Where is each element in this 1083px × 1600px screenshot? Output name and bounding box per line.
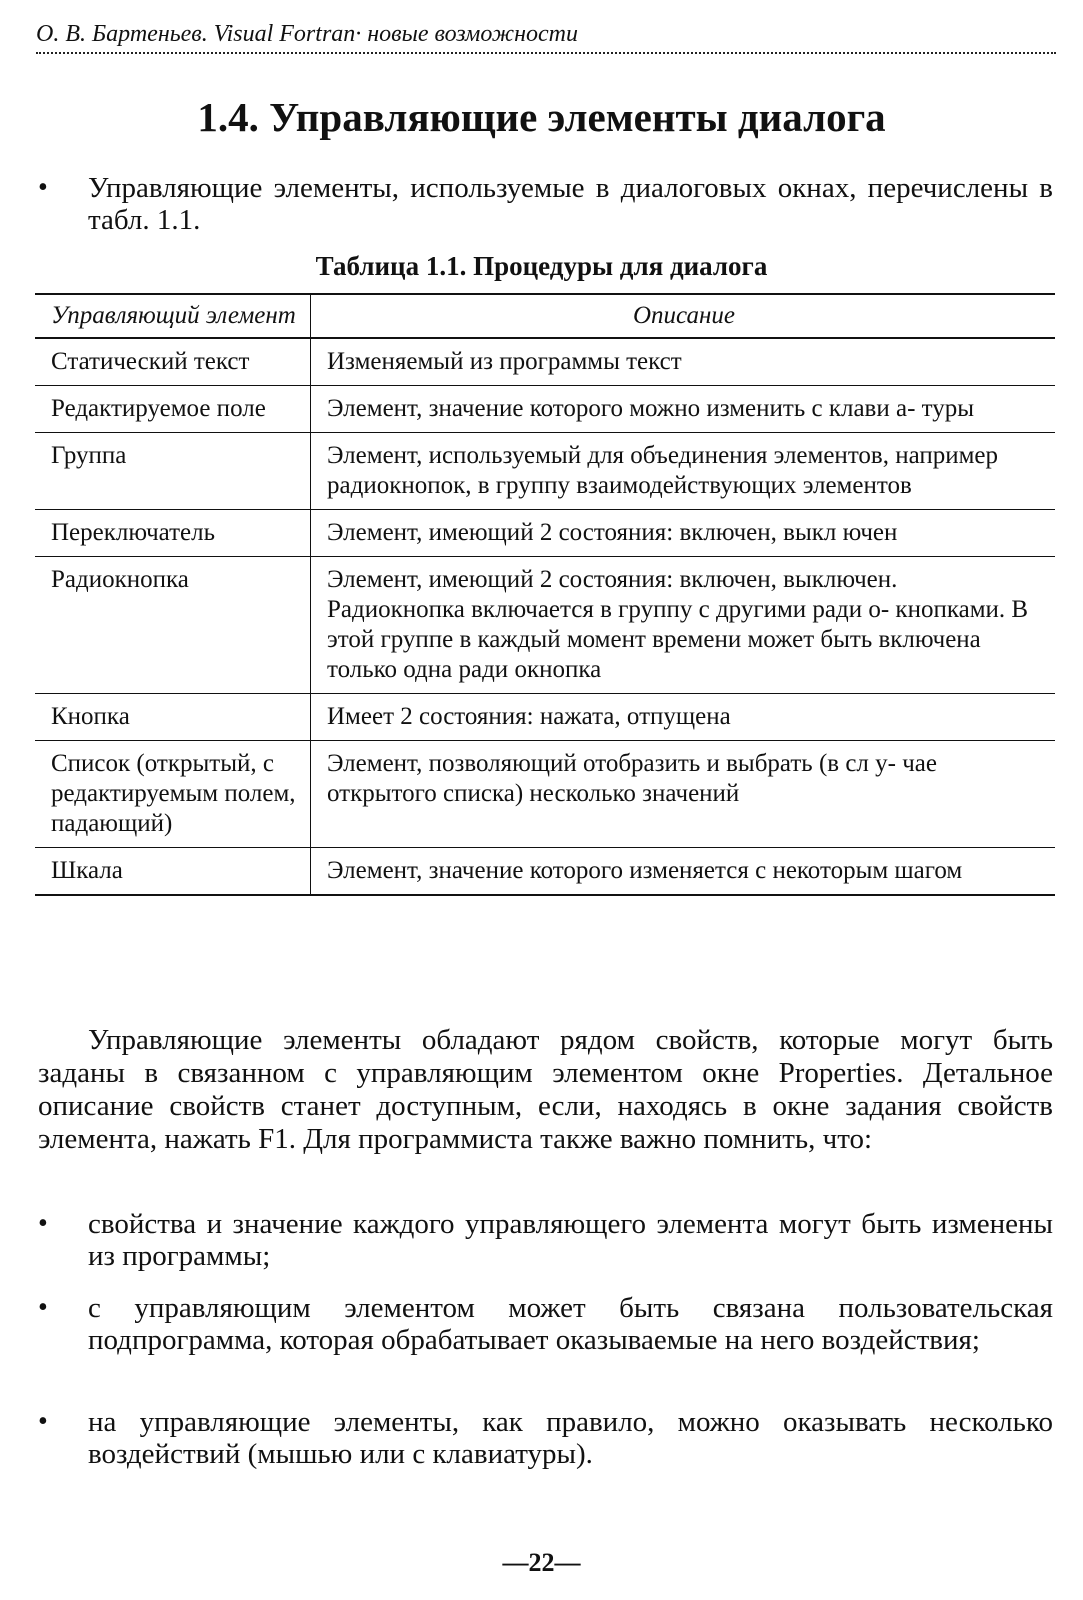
- table-cell-control: Кнопка: [35, 694, 311, 741]
- table-header-row: [35, 294, 1055, 338]
- running-header: О. В. Бартеньев. Visual Fortran· новые возможности: [36, 18, 1056, 54]
- table-cell-control: Статический текст: [35, 338, 311, 386]
- table-cell-control: Группа: [35, 433, 311, 510]
- table-cell-control: Список (открытый, с редактируемым полем, падающий): [35, 741, 311, 848]
- bullet-icon: •: [38, 172, 48, 203]
- column-header-description: Описание: [311, 294, 1056, 338]
- table-cell-description: Элемент, значение которого изменяется с некоторым шагом: [311, 848, 1056, 896]
- table-cell-description: Имеет 2 состояния: нажата, отпущена: [311, 694, 1056, 741]
- table-row: [35, 386, 1055, 433]
- table-row: [35, 557, 1055, 694]
- table-cell-description: Элемент, позволяющий отобразить и выбрать (в сл у- чае открытого списка) несколько значений: [311, 741, 1056, 848]
- table-cell-description: Элемент, имеющий 2 состояния: включен, выкл ючен: [311, 510, 1056, 557]
- bullet-item: [38, 1208, 1053, 1272]
- section-heading: 1.4. Управляющие элементы диалога: [197, 94, 886, 140]
- table-cell-description: Элемент, используемый для объединения элементов, например радиокнопок, в группу взаимодействующих элементов: [311, 433, 1056, 510]
- table-row: [35, 848, 1055, 896]
- table-row: [35, 741, 1055, 848]
- body-paragraph: Управляющие элементы обладают рядом свойств, которые могут быть заданы в связанном с управляющим элементом окне Properties. Детальное описание свойств станет доступным, если, находясь в окне задания свойств элемента, нажать F1. Для программиста также важно помнить, что:: [38, 1024, 1053, 1155]
- table-row: [35, 694, 1055, 741]
- bullet-icon: •: [38, 1406, 48, 1437]
- table-cell-control: Радиокнопка: [35, 557, 311, 694]
- table-cell-control: Шкала: [35, 848, 311, 896]
- controls-table: [35, 293, 1055, 896]
- table-row: [35, 510, 1055, 557]
- bullet-text: свойства и значение каждого управляющего элемента могут быть изменены из программы;: [88, 1208, 1053, 1272]
- table-cell-description: Элемент, имеющий 2 состояния: включен, выключен. Радиокнопка включается в группу с другими ради о- кнопками. В этой группе в каждый момент времени может быть включена только одна ради окнопка: [311, 557, 1056, 694]
- table-cell-control: Редактируемое поле: [35, 386, 311, 433]
- bullet-text: с управляющим элементом может быть связана пользовательская подпрограмма, которая обрабатывает оказываемые на него воздействия;: [88, 1292, 1053, 1356]
- intro-bullet-item: [38, 172, 1053, 236]
- table-row: [35, 433, 1055, 510]
- intro-bullet-text: Управляющие элементы, используемые в диалоговых окнах, перечислены в табл. 1.1.: [88, 172, 1053, 236]
- bullet-icon: •: [38, 1208, 48, 1239]
- table-cell-description: Изменяемый из программы текст: [311, 338, 1056, 386]
- page-number: —22—: [502, 1548, 581, 1577]
- bullet-item: [38, 1406, 1053, 1470]
- table-caption: Таблица 1.1. Процедуры для диалога: [315, 251, 768, 281]
- table-row: [35, 338, 1055, 386]
- table-cell-control: Переключатель: [35, 510, 311, 557]
- bullet-icon: •: [38, 1292, 48, 1323]
- bullet-text: на управляющие элементы, как правило, можно оказывать несколько воздействий (мышью или с клавиатуры).: [88, 1406, 1053, 1470]
- bullet-item: [38, 1292, 1053, 1356]
- table-cell-description: Элемент, значение которого можно изменить с клави а- туры: [311, 386, 1056, 433]
- column-header-control: Управляющий элемент: [35, 294, 311, 338]
